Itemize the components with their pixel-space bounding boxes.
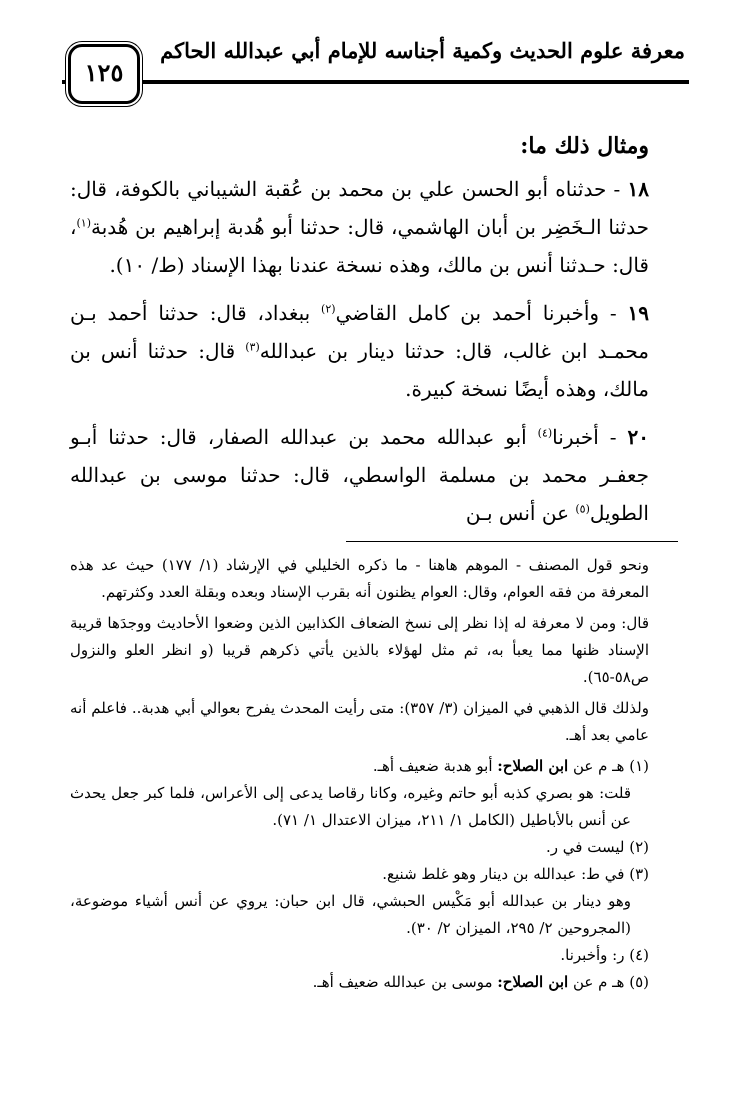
hadith-18 <box>70 170 649 284</box>
hadith-text: - حدثناه أبو الحسن علي بن محمد بن عُقبة الشيباني بالكوفة، قال: حدثنا الـخَضِر بن أبان الهاشمي، قال: حدثنا أبو هُدبة إبراهيم بن هُدبة <box>70 177 649 239</box>
footnote-text: ليست في ر. <box>546 838 630 856</box>
footnote-ref-4: (٤) <box>537 426 553 440</box>
footnote-text: هـ م عن <box>568 757 630 775</box>
footnote-marker: (٤) <box>629 946 649 964</box>
footnote-ref-1: (١) <box>76 216 91 230</box>
footnote-ref-2: (٢) <box>321 302 336 316</box>
footnote-text: أبو هدبة ضعيف أهـ. <box>372 757 498 775</box>
footnote-3 <box>70 861 649 888</box>
footnote-text: موسى بن عبدالله ضعيف أهـ. <box>312 973 498 991</box>
hadith-19 <box>70 294 649 408</box>
footnote-continuation: ولذلك قال الذهبي في الميزان (٣/ ٣٥٧): متى رأيت المحدث يفرح بعوالي أبي هدبة.. فاعلم أنه عامي بعد أهـ. <box>70 699 649 744</box>
footnote-marker: (٣) <box>629 865 649 883</box>
hadith-number: ١٨ <box>627 177 649 201</box>
hadith-text: ، قال: حـدثنا أنس بن مالك، وهذه نسخة عندنا بهذا الإسناد (ط/ ١٠). <box>70 215 649 277</box>
footnote-4 <box>70 942 649 969</box>
running-header-title: معرفة علوم الحديث وكمية أجناسه للإمام أبي عبدالله الحاكم <box>160 38 685 63</box>
footnote-ref-5: (٥) <box>575 502 590 516</box>
footnote-text: في ط: عبدالله بن دينار وهو غلط شنيع. <box>382 865 630 883</box>
footnote-continuation: ونحو قول المصنف - الموهم هاهنا - ما ذكره الخليلي في الإرشاد (١/ ١٧٧) حيث عد هذه المعرفة من فقه العوام، وقال: العوام يظنون أنه بقرب الإسناد وبعده وبقلة العدد وكثرتهم. <box>70 556 649 601</box>
hadith-text: قال: حدثنا أنس بن مالك، وهذه أيضًا نسخة كبيرة. <box>70 339 649 401</box>
footnote-separator <box>346 541 678 542</box>
footnote-source: ابن الصلاح: <box>497 973 569 991</box>
footnote-continuation: قال: ومن لا معرفة له إذا نظر إلى نسخ الضعاف الكذابين الذين وضعوا الأحاديث ووجدَها قريبة الإسناد ظنها مما يعبأ به، ثم مثل لهؤلاء بالذين يأتي ذكرهم قريبا (و انظر العلو والنزول ص٥٨-٦٥). <box>70 614 649 686</box>
page-number: ١٢٥ <box>84 58 124 87</box>
footnote-text: ر: وأخبرنا. <box>560 946 630 964</box>
footnote-ref-3: (٣) <box>245 340 260 354</box>
page-number-frame <box>68 44 140 104</box>
hadith-text: أبو عبدالله محمد بن عبدالله الصفار، قال: حدثنا أبـو جعفـر محمد بن مسلمة الواسطي، قال: حدثنا موسى بن عبدالله الطويل <box>70 425 649 525</box>
hadith-number: ٢٠ <box>627 425 649 449</box>
footnote-marker: (٢) <box>629 838 649 856</box>
footnote-5 <box>70 969 649 996</box>
section-intro: ومثال ذلك ما: <box>520 133 649 159</box>
footnote-2 <box>70 834 649 861</box>
footnote-1 <box>70 753 649 780</box>
hadith-text: عن أنس بـن <box>465 501 576 525</box>
footnote-text: هـ م عن <box>568 973 630 991</box>
footnotes <box>70 552 649 996</box>
hadith-text: - وأخبرنا أحمد بن كامل القاضي <box>335 301 628 325</box>
footnote-source: ابن الصلاح: <box>497 757 569 775</box>
hadith-text: ببغداد، قال: حدثنا أحمد بـن محمـد ابن غالب، قال: حدثنا دينار بن عبدالله <box>70 301 650 363</box>
header-rule <box>62 80 689 84</box>
footnote-marker: (٥) <box>629 973 649 991</box>
hadith-text: - أخبرنا <box>552 425 628 449</box>
main-text <box>70 126 649 542</box>
footnote-3-comment: وهو دينار بن عبدالله أبو مَكْيس الحبشي، قال ابن حبان: يروي عن أنس أشياء موضوعة، (المجروحين ٢/ ٢٩٥، الميزان ٢/ ٣٠). <box>70 892 631 937</box>
footnote-1-comment: قلت: هو بصري كذبه أبو حاتم وغيره، وكانا رقاصا يدعى إلى الأعراس، فلما كبر جعل يحدث عن أنس بالأباطيل (الكامل ١/ ٢١١، ميزان الاعتدال ١/ ٧١). <box>70 784 631 829</box>
hadith-20 <box>70 418 649 532</box>
footnote-marker: (١) <box>629 757 649 775</box>
hadith-number: ١٩ <box>627 301 649 325</box>
